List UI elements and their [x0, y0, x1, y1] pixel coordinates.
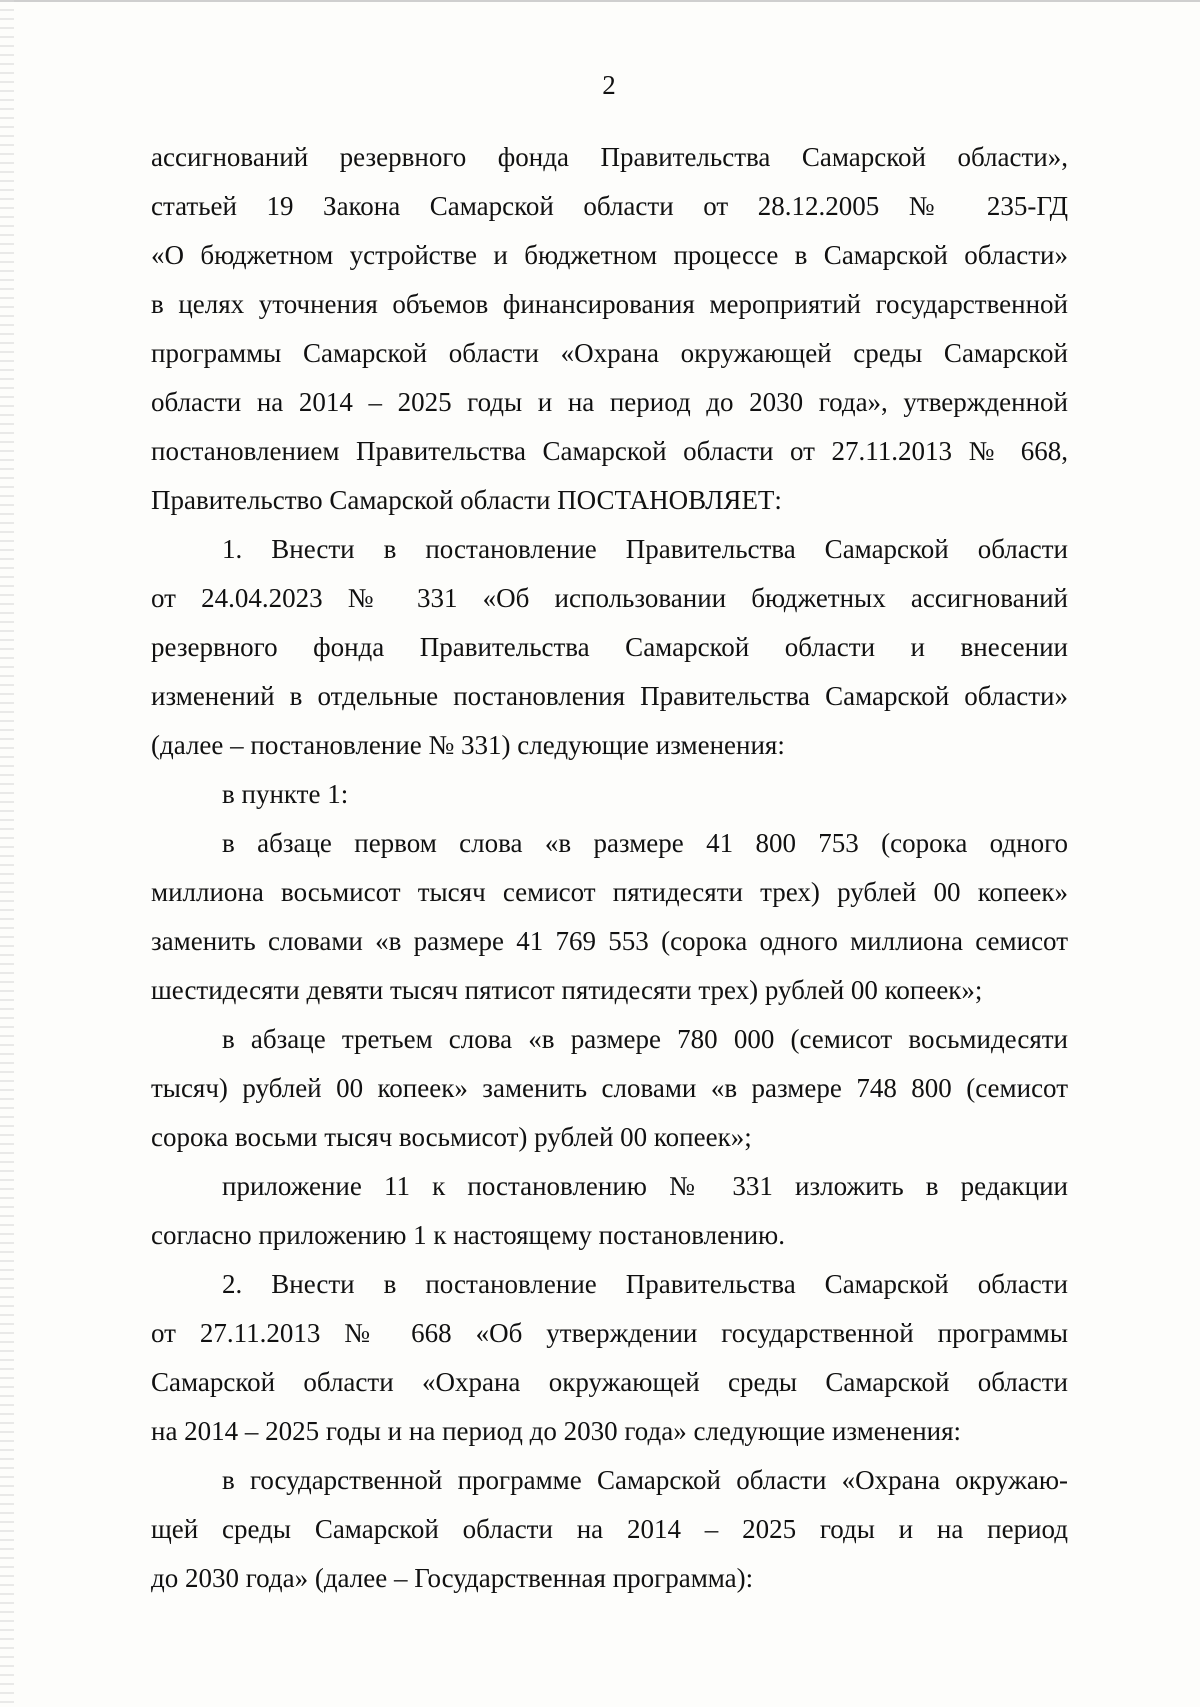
text-line: до 2030 года» (далее – Государственная программа):	[151, 1563, 754, 1593]
text-line: в абзаце первом слова «в размере 41 800 753 (сорока одного	[222, 828, 1068, 858]
text-line: статьей 19 Закона Самарской области от 28.12.2005 № 235-ГД	[151, 191, 1068, 221]
text-line: согласно приложению 1 к настоящему постановлению.	[151, 1220, 785, 1250]
text-line: 1. Внести в постановление Правительства Самарской области	[222, 534, 1068, 564]
text-line: от 27.11.2013 № 668 «Об утверждении государственной программы	[151, 1318, 1068, 1348]
text-line: программы Самарской области «Охрана окружающей среды Самарской	[151, 338, 1068, 368]
top-border-line	[0, 0, 1200, 2]
text-line: области на 2014 – 2025 годы и на период до 2030 года», утвержденной	[151, 387, 1068, 417]
text-line: постановлением Правительства Самарской области от 27.11.2013 № 668,	[151, 436, 1068, 466]
text-line: (далее – постановление № 331) следующие изменения:	[151, 730, 785, 760]
document-body	[151, 133, 1068, 1603]
text-line: миллиона восьмисот тысяч семисот пятидесяти трех) рублей 00 копеек»	[151, 877, 1068, 907]
text-line: Правительство Самарской области ПОСТАНОВЛЯЕТ:	[151, 485, 782, 515]
text-line: в целях уточнения объемов финансирования мероприятий государственной	[151, 289, 1068, 319]
text-line: в государственной программе Самарской области «Охрана окружаю-	[222, 1465, 1068, 1495]
text-line: приложение 11 к постановлению № 331 изложить в редакции	[222, 1171, 1068, 1201]
text-line: в пункте 1:	[222, 779, 349, 809]
text-line: изменений в отдельные постановления Правительства Самарской области»	[151, 681, 1068, 711]
text-line: ассигнований резервного фонда Правительства Самарской области»,	[151, 142, 1068, 172]
scan-edge-noise	[0, 0, 14, 1707]
text-line: 2. Внести в постановление Правительства Самарской области	[222, 1269, 1068, 1299]
text-line: Самарской области «Охрана окружающей среды Самарской области	[151, 1367, 1068, 1397]
text-line: щей среды Самарской области на 2014 – 2025 годы и на период	[151, 1514, 1068, 1544]
page-number: 2	[602, 70, 616, 100]
text-line: в абзаце третьем слова «в размере 780 000 (семисот восьмидесяти	[222, 1024, 1068, 1054]
text-line: заменить словами «в размере 41 769 553 (сорока одного миллиона семисот	[151, 926, 1068, 956]
text-line: тысяч) рублей 00 копеек» заменить словами «в размере 748 800 (семисот	[151, 1073, 1068, 1103]
text-line: сорока восьми тысяч восьмисот) рублей 00 копеек»;	[151, 1122, 752, 1152]
text-line: «О бюджетном устройстве и бюджетном процессе в Самарской области»	[151, 240, 1068, 270]
text-line: на 2014 – 2025 годы и на период до 2030 года» следующие изменения:	[151, 1416, 962, 1446]
text-line: от 24.04.2023 № 331 «Об использовании бюджетных ассигнований	[151, 583, 1068, 613]
text-line: шестидесяти девяти тысяч пятисот пятидесяти трех) рублей 00 копеек»;	[151, 975, 983, 1005]
text-line: резервного фонда Правительства Самарской области и внесении	[151, 632, 1068, 662]
